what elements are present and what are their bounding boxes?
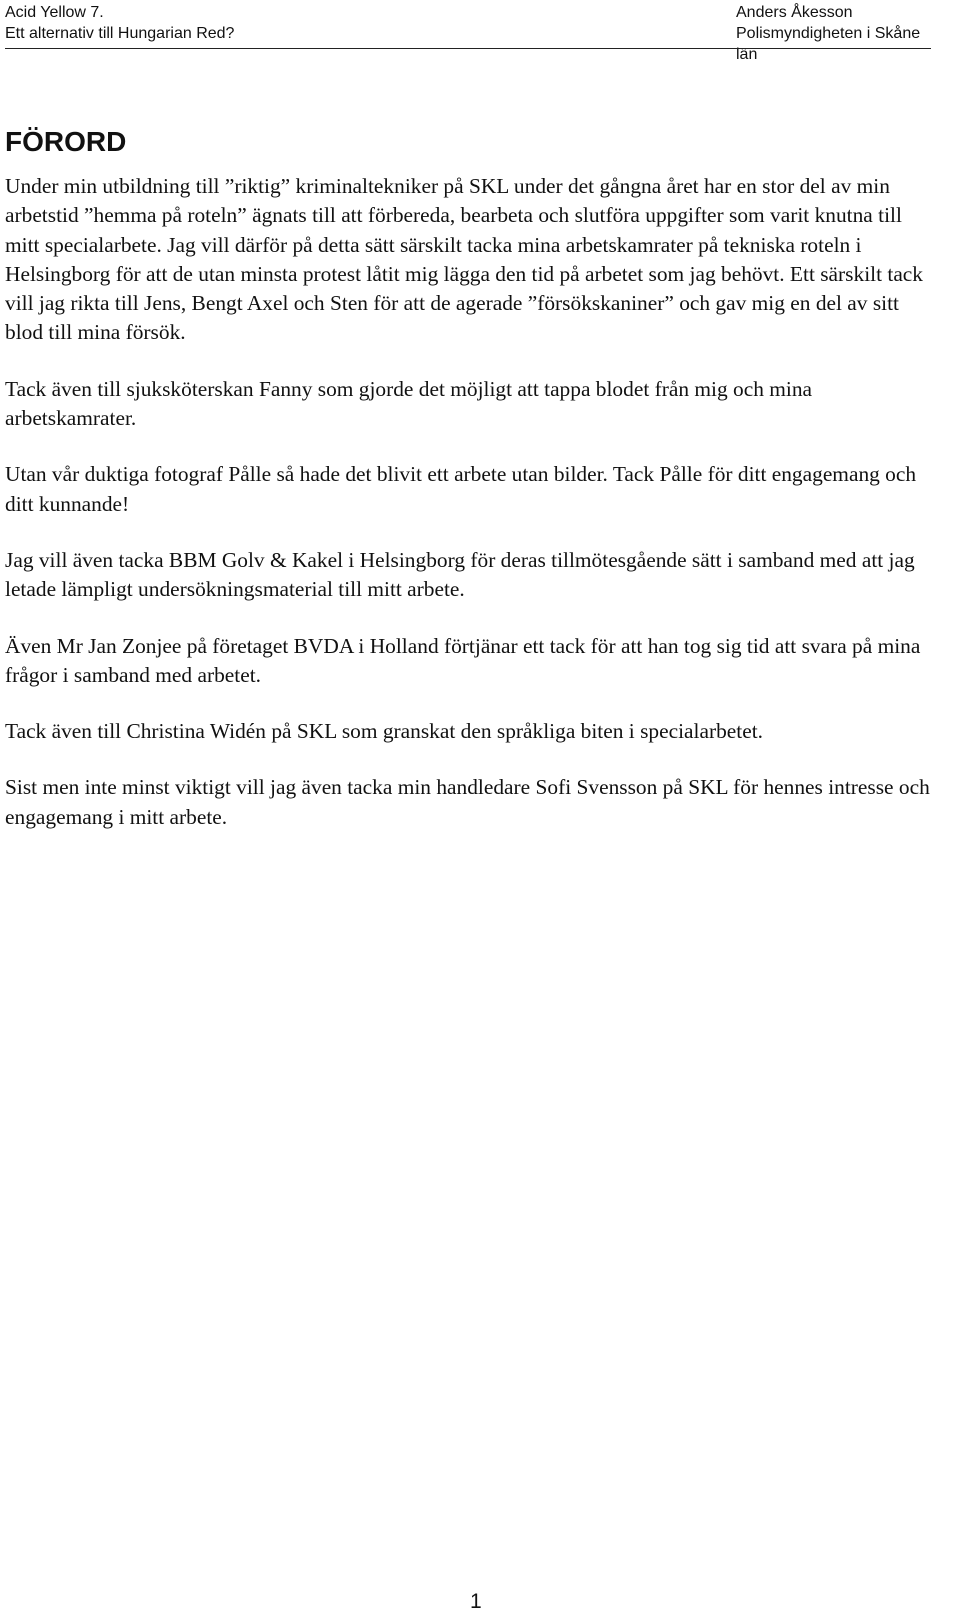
author-affiliation: Polismyndigheten i Skåne län [736, 25, 921, 63]
header-divider [5, 48, 931, 49]
header-right [736, 2, 931, 65]
paragraph: Tack även till Christina Widén på SKL som granskat den språkliga biten i specialarbetet. [5, 719, 763, 744]
body-text [5, 172, 940, 859]
paragraph: Utan vår duktiga fotograf Pålle så hade det blivit ett arbete utan bilder. Tack Pålle för ditt engagemang och ditt kunnande! [5, 462, 917, 516]
section-title: FÖRORD [5, 126, 127, 157]
paragraph: Sist men inte minst viktigt vill jag även tacka min handledare Sofi Svensson på SKL för hennes intresse och engagemang i mitt arbete. [5, 775, 930, 829]
paragraph: Även Mr Jan Zonjee på företaget BVDA i Holland förtjänar ett tack för att han tog sig tid att svara på mina frågor i samband med arbetet. [5, 633, 921, 687]
document-title-line: Acid Yellow 7. [5, 4, 104, 21]
header-left [5, 2, 234, 44]
page-number: 1 [470, 1590, 482, 1613]
author-name: Anders Åkesson [736, 4, 853, 21]
page-header [5, 2, 931, 63]
document-subtitle-line: Ett alternativ till Hungarian Red? [5, 25, 235, 42]
paragraph: Tack även till sjuksköterskan Fanny som gjorde det möjligt att tappa blodet från mig och mina arbetskamrater. [5, 376, 813, 431]
paragraph: Jag vill även tacka BBM Golv & Kakel i Helsingborg för deras tillmötesgående sätt i samband med att jag letade lämpligt undersökningsmaterial till mitt arbete. [5, 547, 915, 602]
paragraph: Under min utbildning till ”riktig” kriminaltekniker på SKL under det gångna året har en stor del av min arbetstid ”hemma på roteln” ägnats till att förbereda, bearbeta och slutföra uppgifter som varit knutna till mitt specialarbete. Jag vill därför på detta sätt särskilt tacka mina arbetskamrater på tekniska roteln i Helsingborg för att de utan minsta protest låtit mig lägga den tid på arbetet som jag behövt. Ett särskilt tack vill jag rikta till Jens, Bengt Axel och Sten för att de agerade ”försökskaniner” och gav mig en del av sitt blod till mina försök. [5, 174, 924, 345]
